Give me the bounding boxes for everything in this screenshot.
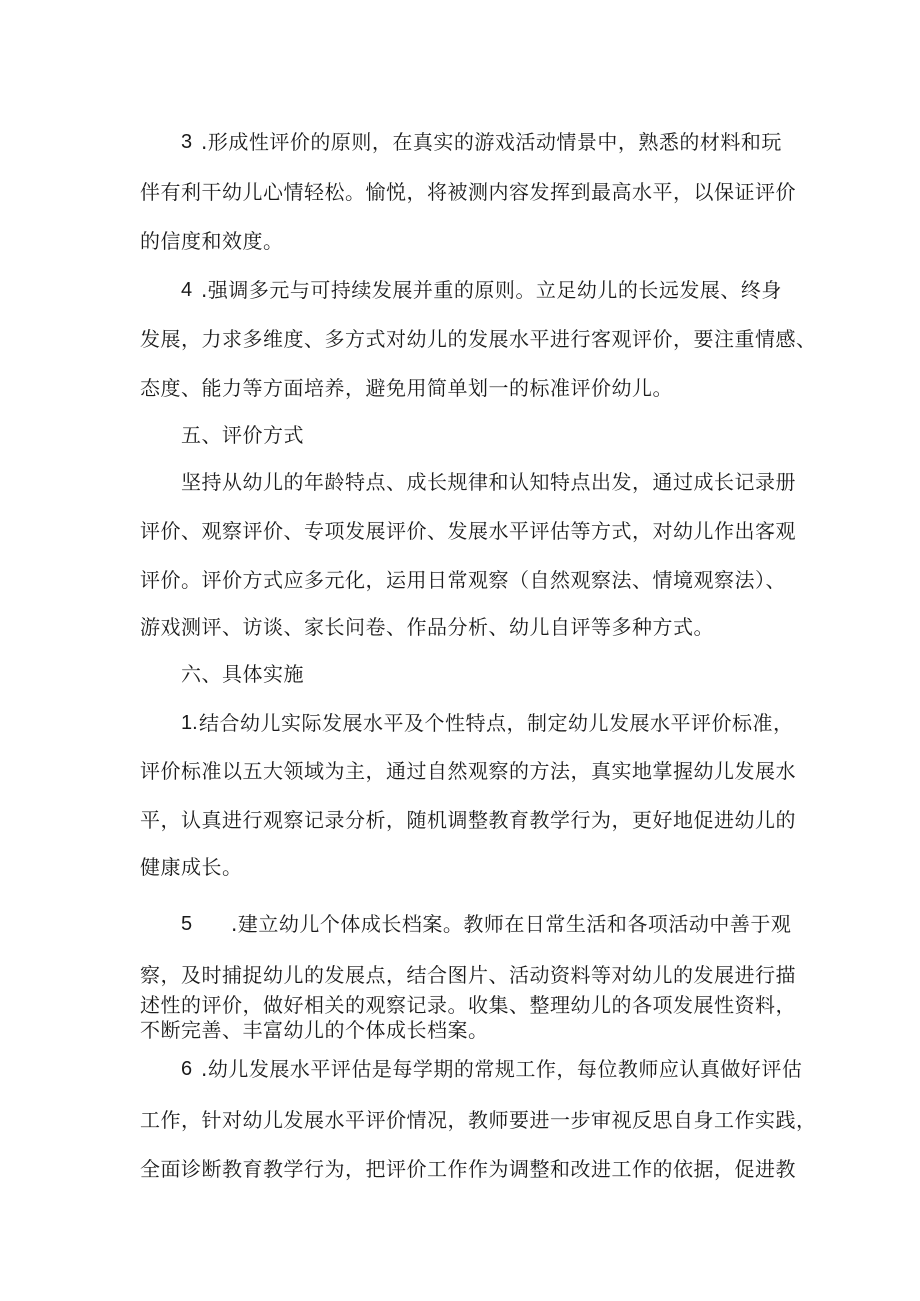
- text-line: 态度、能力等方面培养，避免用简单划一的标准评价幼儿。: [140, 376, 673, 400]
- text-line: 平，认真进行观察记录分析，随机调整教育教学行为，更好地促进幼儿的: [140, 808, 796, 832]
- text-line: 评价标准以五大领域为主，通过自然观察的方法，真实地掌握幼儿发展水: [140, 759, 796, 783]
- text-line: 的信度和效度。: [140, 229, 284, 253]
- text-line: 述性的评价，做好相关的观察记录。收集、整理幼儿的各项发展性资料，: [140, 993, 796, 1017]
- text-line: 评价。评价方式应多元化，运用日常观察（自然观察法、情境观察法）、: [140, 568, 786, 592]
- text-line: .幼儿发展水平评估是每学期的常规工作，每位教师应认真做好评估: [201, 1057, 803, 1081]
- paragraph-number: 4: [181, 279, 193, 301]
- section-heading-implementation: 六、具体实施: [181, 662, 304, 686]
- section-heading-evaluation-methods: 五、评价方式: [181, 423, 304, 447]
- text-line: 评价、观察评价、专项发展评价、发展水平评估等方式，对幼儿作出客观: [140, 519, 796, 543]
- text-line: .形成性评价的原则，在真实的游戏活动情景中，熟悉的材料和玩: [201, 130, 782, 154]
- text-line: 结合幼儿实际发展水平及个性特点，制定幼儿发展水平评价标准，: [199, 711, 794, 735]
- text-line: 全面诊断教育教学行为，把评价工作作为调整和改进工作的依据，促进教: [140, 1157, 796, 1181]
- text-line: .建立幼儿个体成长档案。教师在日常生活和各项活动中善于观: [231, 912, 792, 936]
- paragraph-number: 1.: [181, 712, 198, 734]
- text-line: 不断完善、丰富幼儿的个体成长档案。: [140, 1018, 489, 1042]
- text-line: 坚持从幼儿的年龄特点、成长规律和认知特点出发，通过成长记录册: [181, 470, 796, 494]
- text-line: 发展，力求多维度、多方式对幼儿的发展水平进行客观评价，要注重情感、: [140, 327, 817, 351]
- text-line: 游戏测评、访谈、家长问卷、作品分析、幼儿自评等多种方式。: [140, 615, 714, 639]
- paragraph-number: 3: [181, 131, 193, 153]
- paragraph-number: 6: [181, 1058, 193, 1080]
- text-line: 伴有利干幼儿心情轻松。愉悦，将被测内容发挥到最高水平，以保证评价: [140, 180, 796, 204]
- text-line: .强调多元与可持续发展并重的原则。立足幼儿的长远发展、终身: [201, 278, 782, 302]
- text-line: 察，及时捕捉幼儿的发展点，结合图片、活动资料等对幼儿的发展进行描: [140, 963, 796, 987]
- text-line: 健康成长。: [140, 855, 243, 879]
- text-line: 工作，针对幼儿发展水平评价情况，教师要进一步审视反思自身工作实践，: [140, 1108, 817, 1132]
- paragraph-number: 5: [181, 913, 193, 935]
